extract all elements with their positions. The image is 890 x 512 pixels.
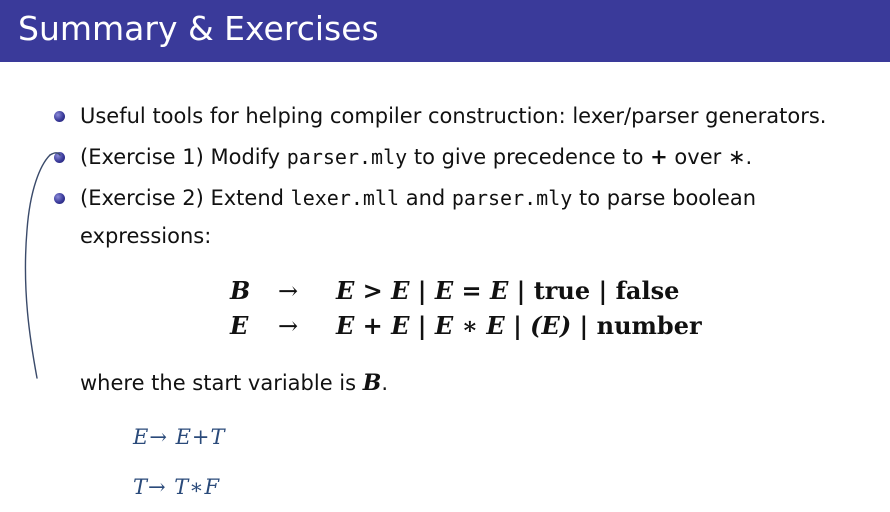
grammar-rhs-e: E + E | E ∗ E | (E) | number xyxy=(336,311,702,340)
bullet-3-line2: expressions: xyxy=(80,224,212,248)
star-operator: ∗ xyxy=(727,145,746,169)
handwritten-rule-2: T→ T∗F xyxy=(133,475,221,499)
code-parser-mly: parser.mly xyxy=(286,145,408,169)
ink-bracket-stroke xyxy=(25,155,50,378)
bullet-2-prefix: (Exercise 1) Modify xyxy=(80,145,287,169)
bullet-1-text: Useful tools for helping compiler construction: lexer/parser generators. xyxy=(80,104,827,128)
bullet-3-prefix: (Exercise 2) Extend xyxy=(80,186,291,210)
arrow-icon: → xyxy=(278,312,299,340)
plus-operator: + xyxy=(650,144,668,169)
bullet-3-mid: and xyxy=(399,186,452,210)
code-lexer-mll: lexer.mll xyxy=(290,186,400,210)
bullet-2-end: . xyxy=(745,145,753,169)
code-parser-mly: parser.mly xyxy=(451,186,573,210)
bullet-2-suffix-b: over xyxy=(667,145,728,169)
grammar-rhs-b: E > E | E = E | true | false xyxy=(336,276,680,305)
arrow-icon: → xyxy=(278,277,299,305)
grammar-lhs-b: B xyxy=(230,276,251,305)
start-variable-note: where the start variable is B. xyxy=(80,370,389,396)
start-variable: B xyxy=(362,370,382,396)
handwritten-rule-1: E→ E+T xyxy=(133,425,226,449)
bullet-2-suffix-a: to give precedence to xyxy=(407,145,651,169)
bullet-3-suffix: to parse boolean xyxy=(572,186,757,210)
slide-title: Summary & Exercises xyxy=(18,9,379,48)
ink-bracket-hook xyxy=(50,153,60,155)
grammar-lhs-e: E xyxy=(230,311,249,340)
